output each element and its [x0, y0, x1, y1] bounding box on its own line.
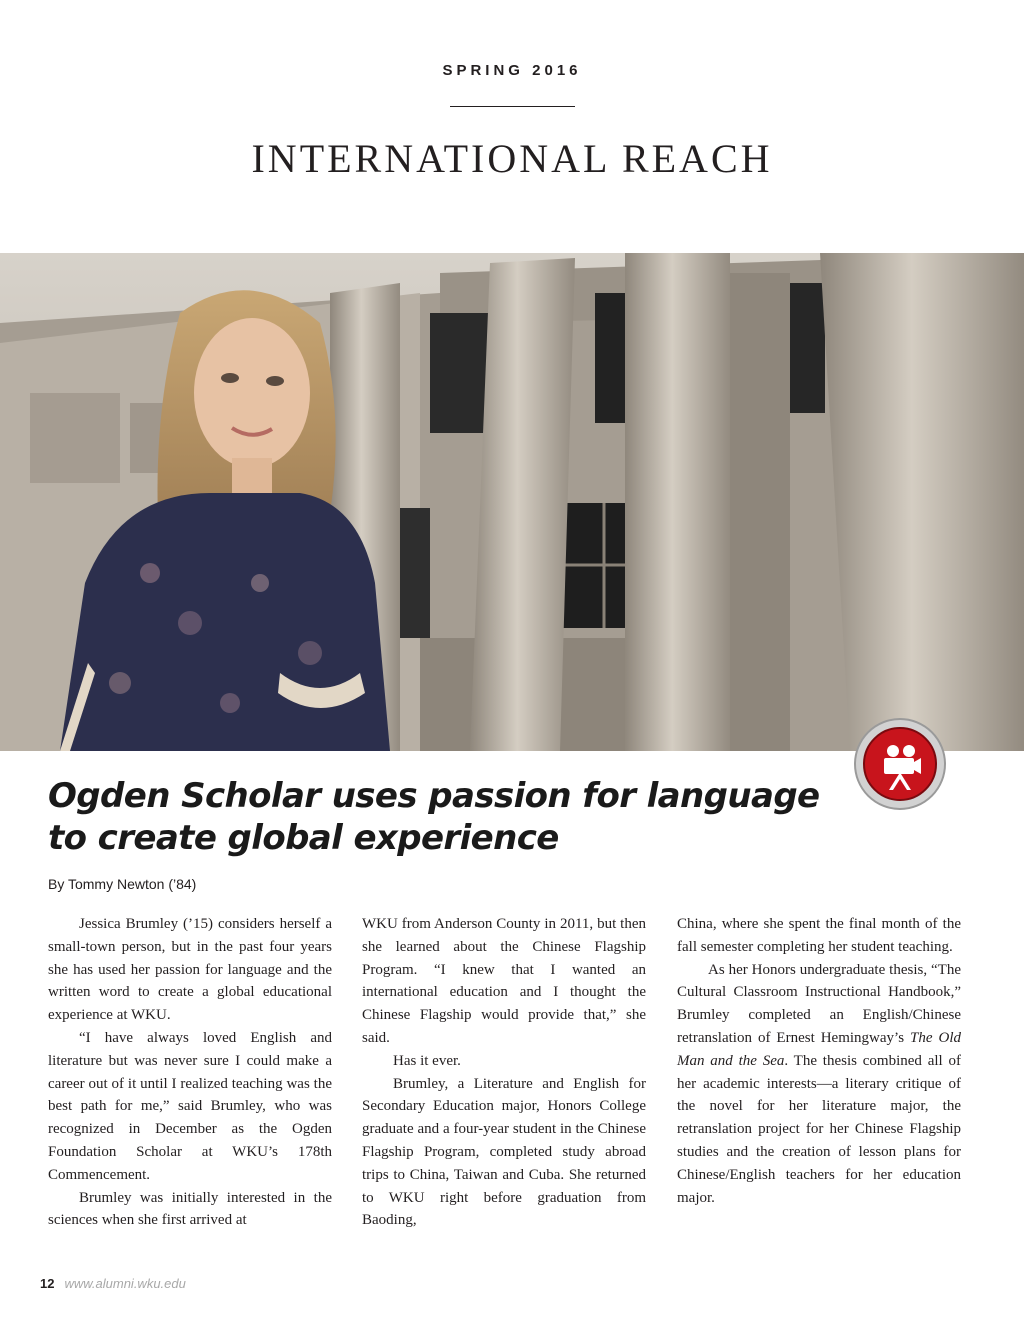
feature-photo-illustration [0, 253, 1024, 751]
article-column-1 [48, 913, 332, 1232]
article-column-3 [677, 913, 961, 1209]
video-play-button[interactable] [853, 717, 947, 811]
paragraph-text: As her Honors undergraduate thesis, “The Cultural Classroom Instructional Handbook,” Brumley completed an English/Chinese retranslation of Ernest Hemingway’s [677, 961, 961, 1046]
video-camera-icon [853, 717, 947, 811]
page-number: 12 [40, 1276, 55, 1291]
paragraph: Brumley was initially interested in the sciences when she first arrived at [48, 1189, 332, 1229]
byline: By Tommy Newton (’84) [48, 876, 197, 892]
footer-url[interactable]: www.alumni.wku.edu [64, 1276, 186, 1291]
page-footer [40, 1276, 186, 1291]
paragraph [677, 959, 961, 1210]
paragraph: WKU from Anderson County in 2011, but then she learned about the Chinese Flagship Program. “I knew that I wanted an international education and I thought the Chinese Flagship would provide that,” she said. [362, 916, 646, 1046]
article-column-2 [362, 913, 646, 1232]
paragraph: China, where she spent the final month of the fall semester completing her student teaching. [677, 916, 961, 955]
headline-line-2: to create global experience [48, 818, 559, 858]
paragraph: “I have always loved English and literature but was never sure I could make a career out of it until I realized teaching was the best path for me,” said Brumley, who was recognized in December as the Ogden Foundation Scholar at WKU’s 178th Commencement. [48, 1029, 332, 1183]
feature-photo [0, 253, 1024, 751]
paragraph: Brumley, a Literature and English for Secondary Education major, Honors College graduate and a four-year student in the Chinese Flagship Program, completed study abroad trips to China, Taiwan and Cuba. She returned to WKU right before graduation from Baoding, [362, 1075, 646, 1229]
book-title: The Old Man and the Sea [677, 1029, 962, 1069]
headline-line-1: Ogden Scholar uses passion for language [48, 776, 820, 816]
paragraph-text: . The thesis combined all of her academic interests—a literary critique of the novel for her literature major, the retranslation project for her Chinese Flagship studies and the creation of lesson plans for Chinese/English teachers for her education major. [677, 1052, 961, 1206]
paragraph: Has it ever. [393, 1052, 461, 1069]
section-title: INTERNATIONAL REACH [251, 136, 773, 181]
header-rule [450, 106, 575, 107]
article-headline [48, 775, 838, 859]
paragraph: Jessica Brumley (’15) considers herself a small-town person, but in the past four years she has used her passion for language and the written word to create a global educational experience at WKU. [48, 916, 332, 1024]
issue-label: SPRING 2016 [442, 62, 582, 79]
